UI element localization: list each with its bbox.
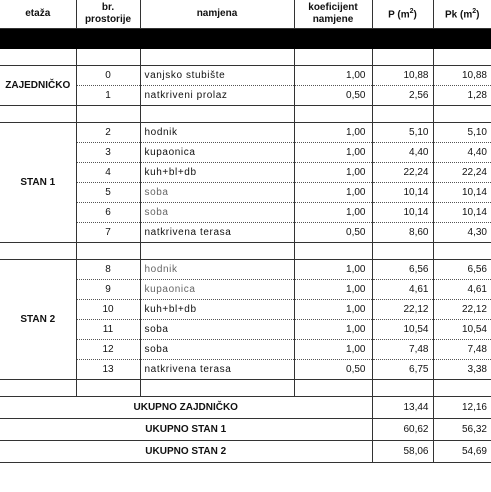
header-namjena: namjena [140, 0, 294, 29]
header-koef-line1: koeficijent [308, 2, 358, 13]
header-koef-line2: namjene [312, 14, 354, 25]
header-p-close: ) [413, 9, 417, 21]
room-purpose: kuh+bl+db [140, 163, 294, 183]
room-purpose: natkrivena terasa [140, 360, 294, 380]
room-coefficient: 1,00 [294, 183, 372, 203]
room-area-pk: 5,10 [433, 123, 491, 143]
total-row [0, 441, 491, 463]
total-area-pk: 56,32 [433, 419, 491, 441]
total-area-p: 58,06 [372, 441, 433, 463]
group-label-stan-1: STAN 1 [0, 123, 76, 243]
room-area-p: 8,60 [372, 223, 433, 243]
room-coefficient: 1,00 [294, 203, 372, 223]
spacer-row [0, 380, 491, 397]
room-number: 9 [76, 280, 140, 300]
room-area-pk: 4,30 [433, 223, 491, 243]
header-pk-label: Pk (m [445, 9, 473, 21]
room-coefficient: 0,50 [294, 86, 372, 106]
room-number: 5 [76, 183, 140, 203]
room-area-p: 22,12 [372, 300, 433, 320]
room-number: 7 [76, 223, 140, 243]
group-label-zajednicko: ZAJEDNIČKO [0, 66, 76, 106]
room-number: 0 [76, 66, 140, 86]
room-area-pk: 3,38 [433, 360, 491, 380]
room-area-p: 5,10 [372, 123, 433, 143]
room-area-p: 4,61 [372, 280, 433, 300]
room-number: 2 [76, 123, 140, 143]
room-coefficient: 1,00 [294, 320, 372, 340]
total-row [0, 419, 491, 441]
room-area-pk: 7,48 [433, 340, 491, 360]
room-number: 12 [76, 340, 140, 360]
group-label-stan-2: STAN 2 [0, 260, 76, 380]
header-p [372, 0, 433, 29]
table-row [0, 123, 491, 143]
room-purpose: vanjsko stubište [140, 66, 294, 86]
room-purpose: kuh+bl+db [140, 300, 294, 320]
room-area-pk: 10,14 [433, 203, 491, 223]
room-coefficient: 1,00 [294, 123, 372, 143]
room-purpose: soba [140, 183, 294, 203]
room-coefficient: 0,50 [294, 360, 372, 380]
room-coefficient: 1,00 [294, 66, 372, 86]
room-area-p: 6,75 [372, 360, 433, 380]
room-area-p: 10,88 [372, 66, 433, 86]
total-area-p: 13,44 [372, 397, 433, 419]
room-area-pk: 22,24 [433, 163, 491, 183]
room-area-pk: 10,54 [433, 320, 491, 340]
room-coefficient: 1,00 [294, 143, 372, 163]
spacer-row [0, 106, 491, 123]
room-area-p: 7,48 [372, 340, 433, 360]
room-purpose: kupaonica [140, 280, 294, 300]
room-number: 13 [76, 360, 140, 380]
header-p-label: P (m [388, 9, 410, 21]
room-number: 10 [76, 300, 140, 320]
room-area-p: 10,14 [372, 183, 433, 203]
total-label: UKUPNO STAN 2 [0, 441, 372, 463]
table-row [0, 260, 491, 280]
room-coefficient: 1,00 [294, 260, 372, 280]
table-row [0, 66, 491, 86]
total-area-pk: 54,69 [433, 441, 491, 463]
header-etaza: etaža [0, 0, 76, 29]
room-area-pk: 10,14 [433, 183, 491, 203]
room-number: 1 [76, 86, 140, 106]
header-pk-close: ) [476, 9, 480, 21]
room-coefficient: 1,00 [294, 300, 372, 320]
room-coefficient: 0,50 [294, 223, 372, 243]
room-coefficient: 1,00 [294, 163, 372, 183]
room-coefficient: 1,00 [294, 340, 372, 360]
room-purpose: soba [140, 340, 294, 360]
room-area-p: 10,14 [372, 203, 433, 223]
header-pk [433, 0, 491, 29]
room-area-p: 2,56 [372, 86, 433, 106]
total-area-pk: 12,16 [433, 397, 491, 419]
total-label: UKUPNO ZAJDNIČKO [0, 397, 372, 419]
header-coefficient [294, 0, 372, 29]
room-area-pk: 22,12 [433, 300, 491, 320]
room-purpose: natkrivena terasa [140, 223, 294, 243]
total-area-p: 60,62 [372, 419, 433, 441]
room-number: 3 [76, 143, 140, 163]
room-coefficient: 1,00 [294, 280, 372, 300]
room-number: 11 [76, 320, 140, 340]
room-number: 4 [76, 163, 140, 183]
room-area-pk: 1,28 [433, 86, 491, 106]
header-br-line2: prostorije [84, 14, 132, 25]
room-area-p: 6,56 [372, 260, 433, 280]
header-p-sup: 2 [409, 7, 414, 15]
black-band [0, 29, 491, 50]
header-br-line1: br. [101, 2, 115, 13]
room-area-p: 4,40 [372, 143, 433, 163]
room-purpose: hodnik [140, 123, 294, 143]
room-area-pk: 10,88 [433, 66, 491, 86]
room-purpose: hodnik [140, 260, 294, 280]
header-row [0, 0, 491, 29]
spacer-row [0, 243, 491, 260]
total-row [0, 397, 491, 419]
total-label: UKUPNO STAN 1 [0, 419, 372, 441]
header-pk-sup: 2 [472, 7, 477, 15]
header-room-number [76, 0, 140, 29]
room-purpose: natkriveni prolaz [140, 86, 294, 106]
room-number: 6 [76, 203, 140, 223]
room-area-pk: 6,56 [433, 260, 491, 280]
room-purpose: soba [140, 203, 294, 223]
room-purpose: kupaonica [140, 143, 294, 163]
spacer-row [0, 49, 491, 66]
room-number: 8 [76, 260, 140, 280]
room-area-pk: 4,40 [433, 143, 491, 163]
room-purpose: soba [140, 320, 294, 340]
room-area-pk: 4,61 [433, 280, 491, 300]
room-area-p: 22,24 [372, 163, 433, 183]
room-area-p: 10,54 [372, 320, 433, 340]
